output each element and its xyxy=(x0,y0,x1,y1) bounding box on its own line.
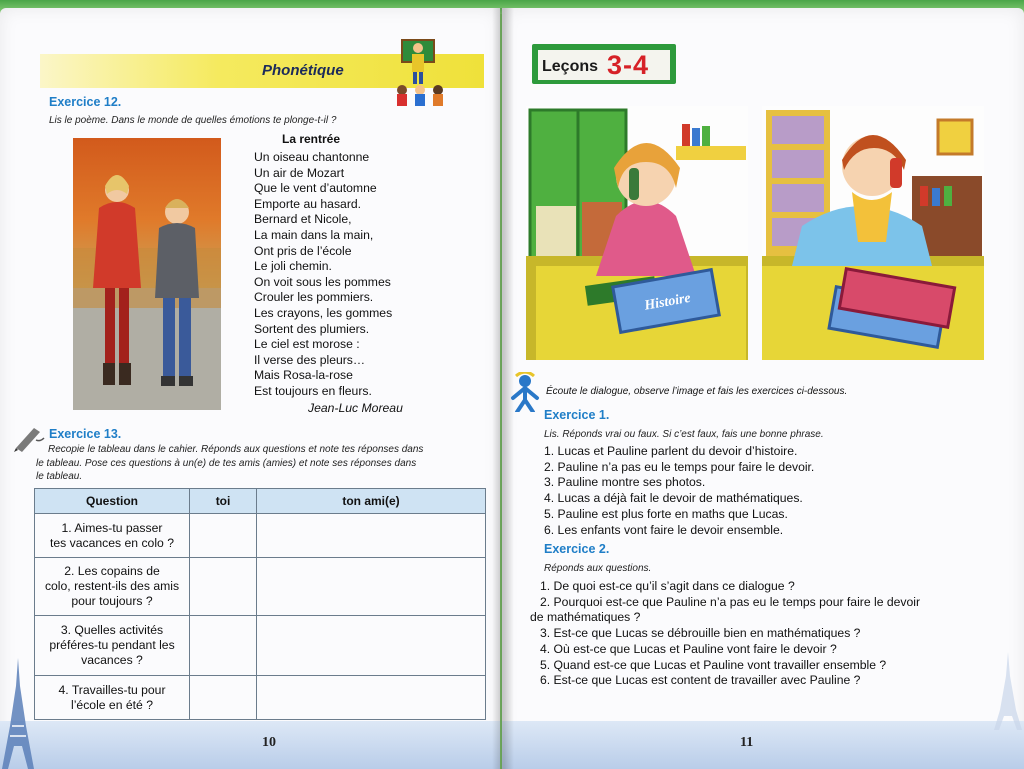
column-header-question: Question xyxy=(35,489,190,514)
children-walking-photo xyxy=(73,138,221,410)
exercise-12-instruction: Lis le poème. Dans le monde de quelles émotions te plonge-t-il ? xyxy=(49,115,337,126)
poem-line: Le joli chemin. xyxy=(254,259,332,274)
page-number-left: 10 xyxy=(262,735,276,750)
book-label: Histoire xyxy=(643,290,692,314)
exercise-12-title: Exercice 12. xyxy=(49,95,122,109)
list-item: 5. Quand est-ce que Lucas et Pauline vont travailler ensemble ? xyxy=(540,657,887,672)
list-item: 6. Les enfants vont faire le devoir ensemble. xyxy=(544,522,784,537)
list-item: 1. De quoi est-ce qu’il s’agit dans ce dialogue ? xyxy=(540,579,795,593)
page-number-right: 11 xyxy=(740,735,754,750)
exercise-1-title: Exercice 1. xyxy=(544,408,610,422)
table-row xyxy=(35,676,486,720)
list-item: 4. Où est-ce que Lucas et Pauline vont faire le devoir ? xyxy=(540,641,837,656)
question-line: tes vacances en colo ? xyxy=(50,535,174,550)
poem-line: Les crayons, les gommes xyxy=(254,305,393,320)
poem-line: On voit sous les pommes xyxy=(254,274,391,289)
boy-on-phone-illustration xyxy=(762,106,984,360)
answer-cell-toi xyxy=(190,616,257,676)
lesson-numbers: 3-4 xyxy=(607,50,650,80)
poem-line: Ont pris de l’école xyxy=(254,243,352,258)
left-page-footer xyxy=(0,721,500,769)
question-cell xyxy=(35,514,190,558)
list-item: 2. Pourquoi est-ce que Pauline n’a pas eu le temps pour faire le devoir xyxy=(540,594,921,609)
poem-line: Sortent des plumiers. xyxy=(254,321,370,336)
poem-line: Mais Rosa-la-rose xyxy=(254,368,353,383)
table-header-row xyxy=(35,489,486,514)
question-line: préféres-tu pendant les xyxy=(49,638,175,652)
list-item: 2. Pauline n’a pas eu le temps pour faire le devoir. xyxy=(544,459,815,474)
question-line: 3. Quelles activités xyxy=(60,623,164,637)
exercise-2-list xyxy=(530,579,982,689)
poem-author: Jean-Luc Moreau xyxy=(308,401,403,415)
poem-line: Un air de Mozart xyxy=(254,165,345,180)
listening-figure-icon xyxy=(508,372,542,412)
girl-on-phone-illustration xyxy=(526,106,748,360)
list-item: 5. Pauline est plus forte en maths que Lucas. xyxy=(544,506,788,521)
question-line: 1. Aimes-tu passer xyxy=(61,520,163,535)
eiffel-tower-faint-icon xyxy=(992,650,1024,730)
answer-cell-toi xyxy=(190,514,257,558)
section-title: Phonétique xyxy=(262,62,344,79)
answer-cell-toi xyxy=(190,676,257,720)
list-item: de mathématiques ? xyxy=(530,610,641,625)
question-line: colo, restent-ils des amis xyxy=(44,579,180,593)
poem-text xyxy=(254,150,392,400)
exercise-1-instruction: Lis. Réponds vrai ou faux. Si c’est faux, fais une bonne phrase. xyxy=(544,429,824,440)
poem-line: Un oiseau chantonne xyxy=(254,150,370,164)
list-item: 3. Pauline montre ses photos. xyxy=(544,475,706,490)
poem-line: Est toujours en fleurs. xyxy=(254,383,372,398)
poem-line: Crouler les pommiers. xyxy=(254,290,374,305)
poem-line: La main dans la main, xyxy=(254,227,374,242)
answer-cell-toi xyxy=(190,558,257,616)
exercise-2-instruction: Réponds aux questions. xyxy=(544,563,652,574)
question-line: vacances ? xyxy=(81,653,143,667)
table-row xyxy=(35,616,486,676)
question-line: pour toujours ? xyxy=(71,594,153,608)
exercise-13-instruction xyxy=(36,443,488,484)
listen-instruction: Écoute le dialogue, observe l’image et fais les exercices ci-dessous. xyxy=(546,386,848,397)
teacher-students-icon xyxy=(392,36,452,108)
poem-line: Il verse des pleurs… xyxy=(254,352,366,367)
list-item: 6. Est-ce que Lucas est content de travailler avec Pauline ? xyxy=(540,673,861,688)
answer-cell-ami xyxy=(257,676,486,720)
exercise-13-title: Exercice 13. xyxy=(49,427,122,441)
question-line: 2. Les copains de xyxy=(64,564,160,578)
poem-line: Bernard et Nicole, xyxy=(254,212,352,227)
instruction-line: le tableau. Pose ces questions à un(e) de tes amis (amies) et note ses réponses dans xyxy=(36,457,417,469)
poem-line: Que le vent d’automne xyxy=(254,181,377,196)
table-row xyxy=(35,558,486,616)
list-item: 3. Est-ce que Lucas se débrouille bien en mathématiques ? xyxy=(540,626,861,641)
list-item: 1. Lucas et Pauline parlent du devoir d’histoire. xyxy=(544,444,798,458)
list-item: 4. Lucas a déjà fait le devoir de mathématiques. xyxy=(544,491,803,506)
question-line: l’école en été ? xyxy=(71,697,153,712)
column-header-toi: toi xyxy=(190,489,257,514)
poem-line: Emporte au hasard. xyxy=(254,196,362,211)
instruction-line: Recopie le tableau dans le cahier. Réponds aux questions et note tes réponses dans xyxy=(48,444,424,455)
table-row xyxy=(35,514,486,558)
question-line: 4. Travailles-tu pour xyxy=(58,682,166,697)
answer-cell-ami xyxy=(257,558,486,616)
column-header-ami: ton ami(e) xyxy=(257,489,486,514)
question-cell xyxy=(35,558,190,616)
question-cell xyxy=(35,676,190,720)
poem-line: Le ciel est morose : xyxy=(254,337,360,352)
questions-table xyxy=(34,488,486,720)
question-cell xyxy=(35,616,190,676)
exercise-1-list xyxy=(544,444,814,538)
instruction-line: le tableau. xyxy=(36,471,83,482)
eiffel-tower-icon xyxy=(0,656,36,769)
answer-cell-ami xyxy=(257,514,486,558)
exercise-2-title: Exercice 2. xyxy=(544,542,610,556)
answer-cell-ami xyxy=(257,616,486,676)
poem-title: La rentrée xyxy=(282,132,341,146)
lesson-word: Leçons xyxy=(542,58,599,75)
right-page-footer xyxy=(502,721,1024,769)
